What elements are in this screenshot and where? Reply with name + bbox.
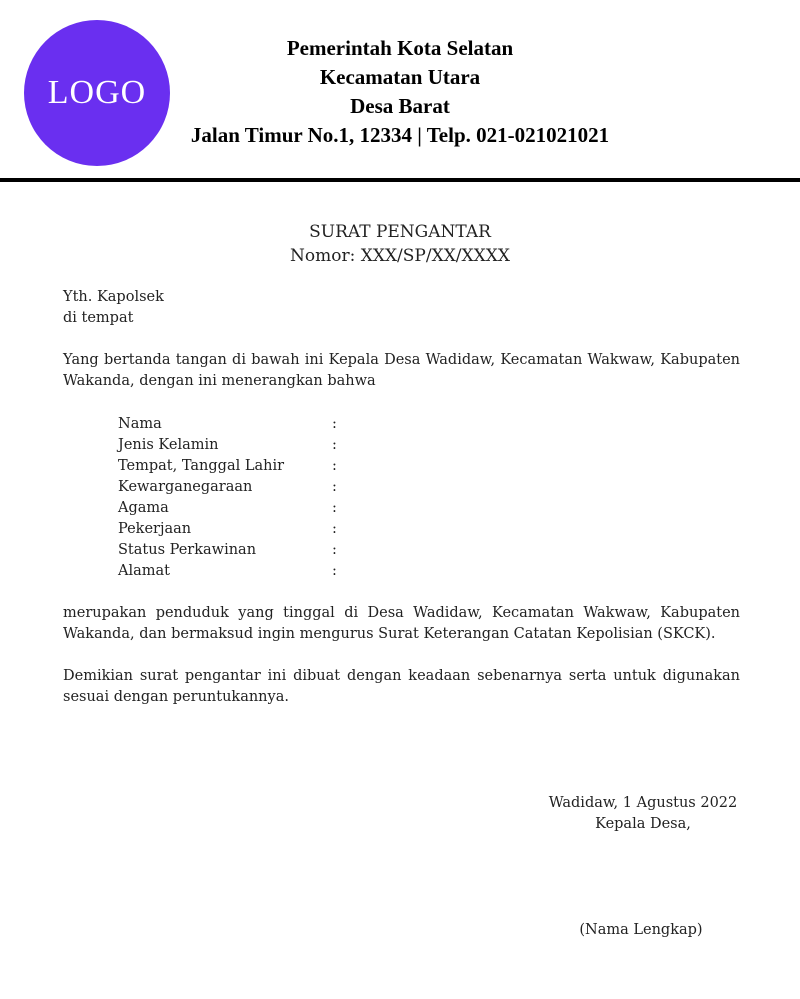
field-colon: : [332, 500, 337, 516]
letter-title-block [0, 220, 800, 268]
signature-position: Kepala Desa, [595, 816, 691, 832]
field-row [118, 414, 438, 435]
letterhead-village: Desa Barat [350, 94, 450, 118]
letterhead-government: Pemerintah Kota Selatan [286, 36, 514, 60]
recipient-block [63, 287, 740, 329]
field-label: Agama [118, 500, 169, 516]
field-label: Status Perkawinan [118, 542, 257, 558]
letter-number: Nomor: XXX/SP/XX/XXXX [290, 246, 510, 266]
field-label: Kewarganegaraan [118, 479, 253, 495]
field-colon: : [332, 479, 337, 495]
field-row [118, 561, 438, 582]
identity-fields [118, 414, 438, 582]
letterhead-district: Kecamatan Utara [319, 65, 481, 89]
recipient-place: di tempat [63, 310, 134, 326]
signature-block [530, 793, 756, 835]
field-label: Nama [118, 416, 162, 432]
logo-text: LOGO [47, 74, 147, 111]
letterhead-divider [0, 178, 800, 182]
field-colon: : [332, 416, 337, 432]
field-colon: : [332, 458, 337, 474]
signature-place-date: Wadidaw, 1 Agustus 2022 [548, 795, 738, 811]
field-label: Jenis Kelamin [118, 437, 219, 453]
letter-title: SURAT PENGANTAR [309, 222, 491, 242]
field-colon: : [332, 563, 337, 579]
field-row [118, 498, 438, 519]
recipient-name: Yth. Kapolsek [63, 289, 164, 305]
body-paragraph: merupakan penduduk yang tinggal di Desa Wadidaw, Kecamatan Wakwaw, Kabupaten Wakanda, dan bermaksud ingin mengurus Surat Keterangan Catatan Kepolisian (SKCK). [63, 605, 740, 642]
closing-paragraph: Demikian surat pengantar ini dibuat dengan keadaan sebenarnya serta untuk digunakan sesuai dengan peruntukannya. [63, 668, 740, 705]
letterhead-address: Jalan Timur No.1, 12334 | Telp. 021-021021021 [190, 123, 610, 147]
letterhead [150, 34, 650, 150]
field-row [118, 519, 438, 540]
field-colon: : [332, 437, 337, 453]
field-label: Tempat, Tanggal Lahir [118, 458, 285, 474]
intro-paragraph: Yang bertanda tangan di bawah ini Kepala Desa Wadidaw, Kecamatan Wakwaw, Kabupaten Wakanda, dengan ini menerangkan bahwa [63, 352, 740, 389]
field-row [118, 435, 438, 456]
field-row [118, 456, 438, 477]
field-label: Alamat [118, 563, 170, 579]
field-label: Pekerjaan [118, 521, 192, 537]
field-colon: : [332, 542, 337, 558]
signature-name: (Nama Lengkap) [579, 922, 703, 938]
logo [24, 20, 170, 166]
field-row [118, 540, 438, 561]
field-colon: : [332, 521, 337, 537]
field-row [118, 477, 438, 498]
